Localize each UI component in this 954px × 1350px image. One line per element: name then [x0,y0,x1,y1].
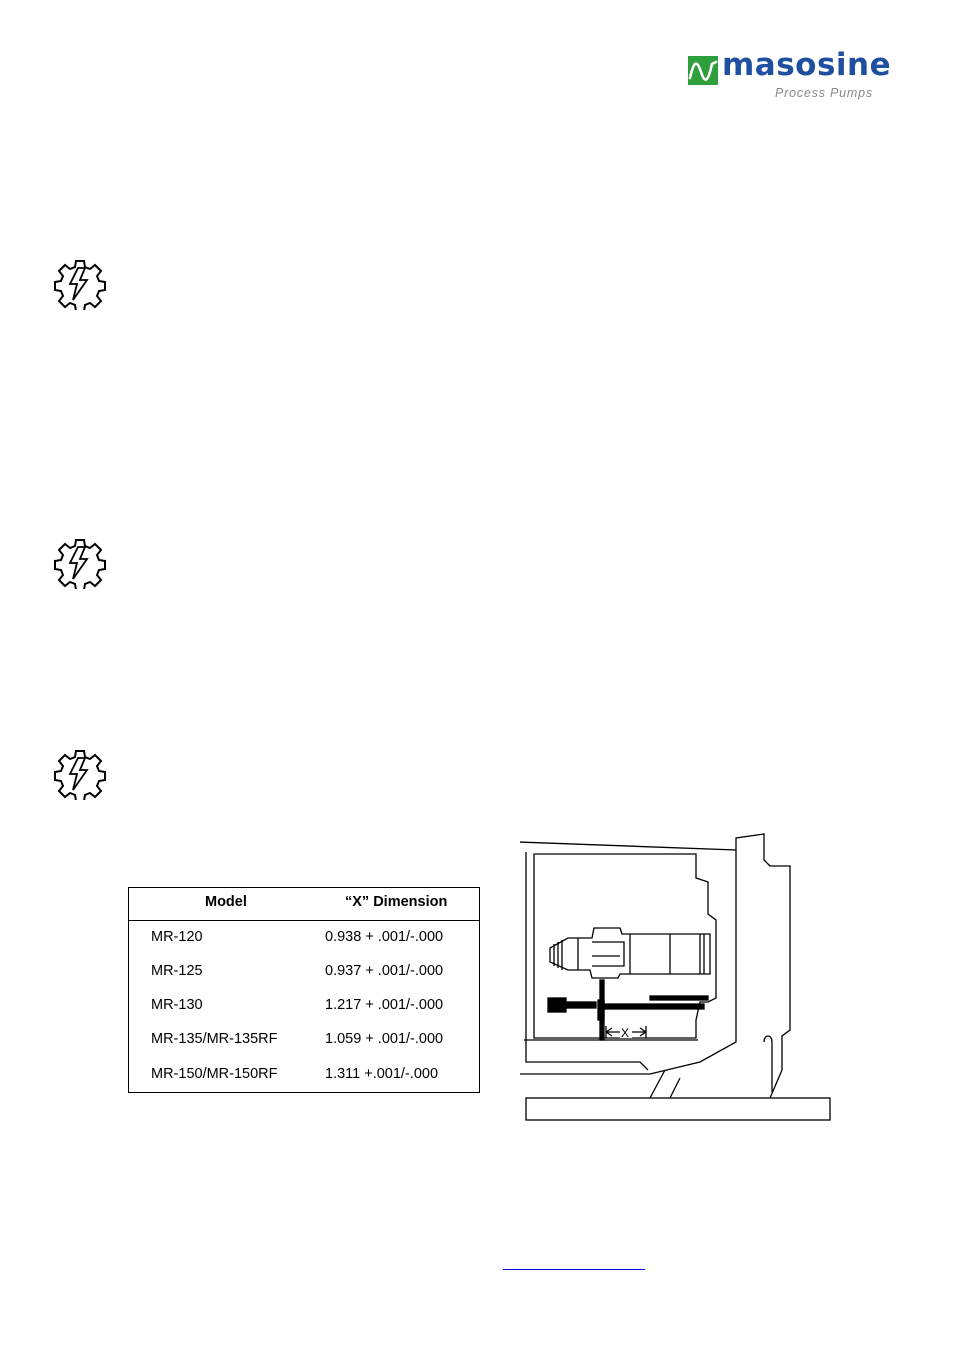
table-row [129,997,479,1031]
gear-lightning-icon [54,537,106,589]
footer-link[interactable] [503,1255,645,1270]
header-model: Model [205,894,247,910]
model-cell: MR-150/MR-150RF [151,1066,278,1082]
model-cell: MR-120 [151,929,203,945]
dimension-cell: 0.937 + .001/-.000 [325,963,444,979]
logo-wordmark: masosine [722,47,892,83]
model-cell: MR-125 [151,963,203,979]
dimension-cell: 1.217 + .001/-.000 [325,997,444,1013]
x-dimension-label: X [621,1026,630,1040]
model-cell: MR-135/MR-135RF [151,1031,278,1047]
x-dimension-table [128,887,480,1093]
dimension-cell: 1.311 +.001/-.000 [325,1066,439,1082]
logo-wave-icon [688,56,718,85]
pump-cross-section-diagram [520,830,836,1126]
table-row [129,1031,479,1065]
table-row [129,963,479,997]
table-row [129,1066,479,1100]
header-dimension: “X” Dimension [345,894,448,910]
gear-lightning-icon [54,258,106,310]
logo-tagline: Process Pumps [775,86,873,100]
model-cell: MR-130 [151,997,203,1013]
table-header [129,888,479,921]
masosine-logo [688,47,892,103]
table-row [129,929,479,963]
dimension-cell: 1.059 + .001/-.000 [325,1031,444,1047]
gear-lightning-icon [54,748,106,800]
dimension-cell: 0.938 + .001/-.000 [325,929,444,945]
